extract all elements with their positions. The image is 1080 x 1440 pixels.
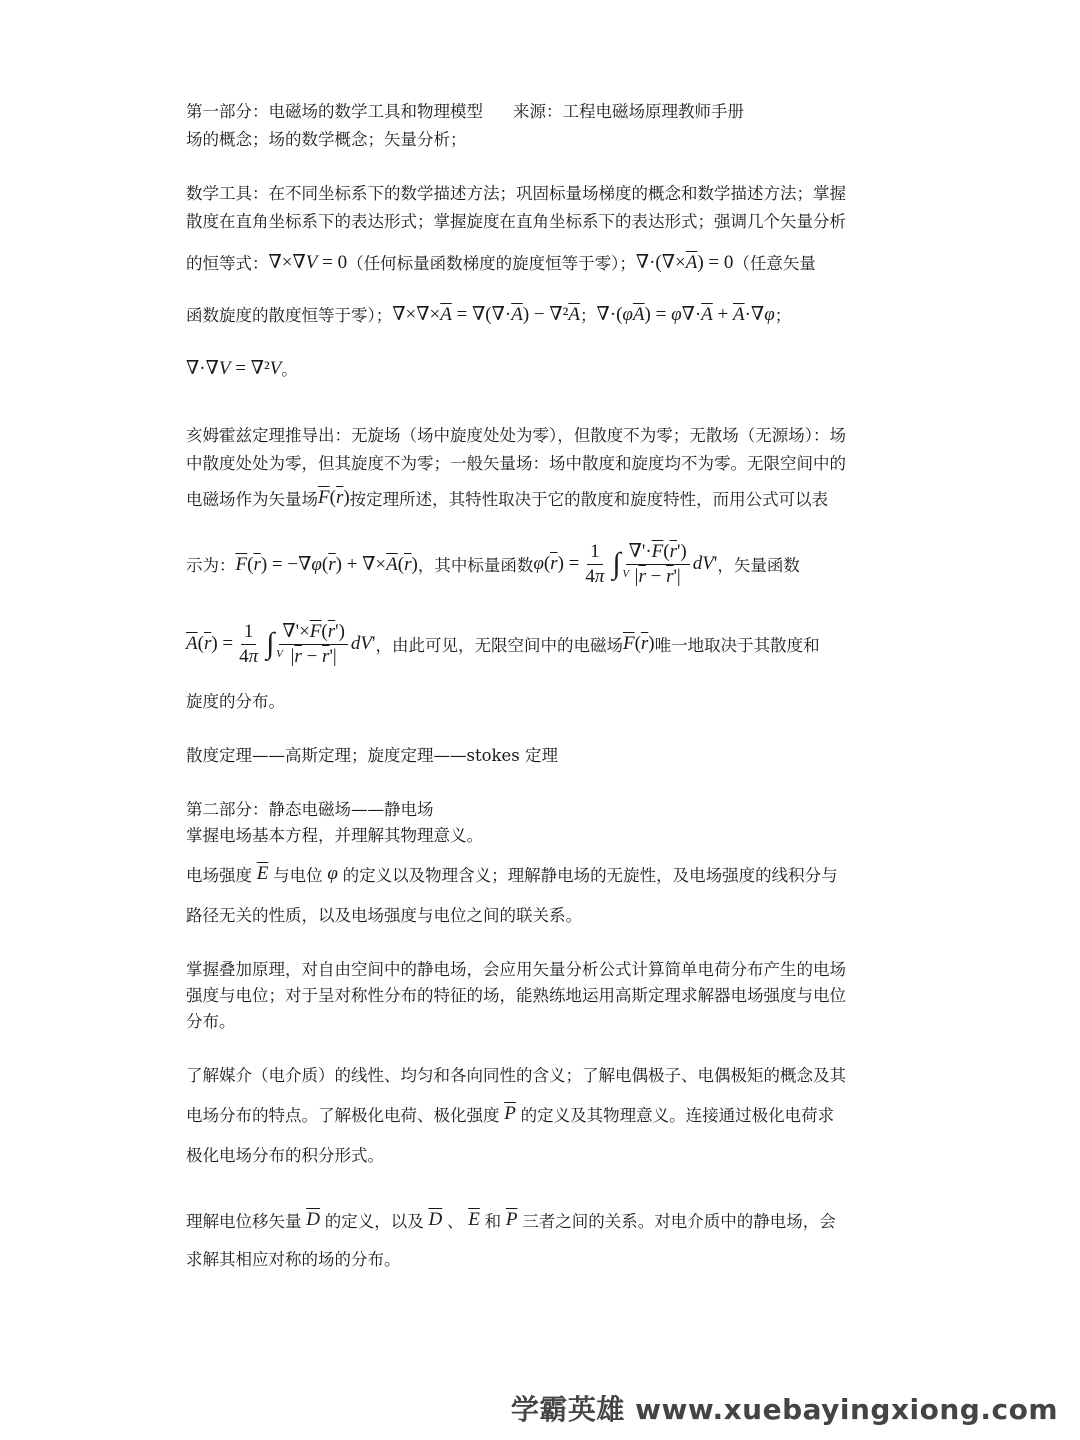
p4-sep: 、 [446,1212,464,1231]
p4-text: 的定义，以及 [324,1212,424,1231]
tools-line-1: 数学工具：在不同坐标系下的数学描述方法；巩固标量场梯度的概念和数学描述方法；掌握 [186,184,846,203]
section1-header [186,100,744,124]
helmholtz-line-6: 旋度的分布。 [186,692,285,711]
para4-line-1 [186,1208,836,1232]
identity-line-1 [186,250,816,274]
para3-line-3: 极化电场分布的积分形式。 [186,1146,384,1165]
helm-text: 唯一地取决于其散度和 [654,636,820,655]
formula-A: $\overline{A}$ ( $\overline{r}$ ) = $\frac{1}{4\pi}$ ∫ V $\frac{\nabla'\times\overline{F}(\overline{r}')}{|\overline{r} - \overline{r}'|}$ dV ' [186,620,376,667]
separator: ； [774,306,792,325]
tools-line-2: 散度在直角坐标系下的表达形式；掌握旋度在直角坐标系下的表达形式；强调几个矢量分析 [186,212,846,231]
identity-prefix: 的恒等式： [186,254,269,273]
p4-and: 和 [484,1212,502,1231]
helm-text: 按定理所述，其特性取决于它的散度和旋度特性，而用公式可以表 [349,490,829,509]
helm-text: 示为： [186,556,236,575]
formula-curl-grad: ∇×∇V = 0 [268,251,348,273]
helmholtz-line-4 [186,540,800,588]
identity3-prefix: 函数旋度的散度恒等于零）； [186,306,393,325]
theorems-line: 散度定理——高斯定理；旋度定理——stokes 定理 [186,746,559,765]
watermark: 学霸英雄 www.xuebayingxiong.com [510,1393,1058,1426]
helmholtz-line-2: 中散度处处为零，但其旋度不为零；一般矢量场：场中散度和旋度均不为零。无限空间中的 [186,454,846,473]
formula-phi: φ ( $\overline{r}$ ) = $\frac{1}{4\pi}$ ∫ V $\frac{\nabla'\cdot\overline{F}(\overline{r}')}{|\overline{r} - \overline{r}'|}$ dV ' [533,540,718,587]
formula-F-r: $\overline{F}(\overline{r})$ [622,633,655,654]
p4-text: 理解电位移矢量 [186,1212,302,1231]
symbol-E: $\overline{E}$ [468,1209,480,1230]
helm-text: 电磁场作为矢量场 [186,490,318,509]
p3-text: 电场分布的特点。了解极化电荷、极化强度 [186,1106,500,1125]
period: 。 [281,360,298,379]
para3-line-1: 了解媒介（电介质）的线性、均匀和各向同性的含义；了解电偶极子、电偶极矩的概念及其 [186,1066,846,1085]
helmholtz-line-3 [186,486,828,510]
identity2-note: （任意矢量 [733,254,816,273]
para2-line-2: 强度与电位；对于呈对称性分布的特征的场，能熟练地运用高斯定理求解器电场强度与电位 [186,986,846,1005]
formula-helmholtz: $\overline{F}(\overline{r}) = -\nabla\varphi(\overline{r}) + \nabla\times\overline{A}(\overline{r})$ [235,553,418,575]
symbol-phi: φ [327,863,338,884]
source-note: 来源：工程电磁场原理教师手册 [513,102,744,121]
para1-line-2: 路径无关的性质，以及电场强度与电位之间的联关系。 [186,906,582,925]
section1-title: 第一部分：电磁场的数学工具和物理模型 [186,102,483,121]
symbol-E: $\overline{E}$ [256,863,269,884]
symbol-D: $\overline{D}$ [428,1209,443,1230]
helm-text: ，矢量函数 [717,556,800,575]
p4-text: 三者之间的关系。对电介质中的静电场，会 [522,1212,836,1231]
section2-title: 第二部分：静态电磁场——静电场 [186,800,434,819]
helm-text: ，由此可见，无限空间中的电磁场 [375,636,623,655]
para3-line-2 [186,1102,834,1126]
identity-line-3 [186,356,298,380]
p1-text: 与电位 [273,866,323,885]
para2-line-3: 分布。 [186,1012,236,1031]
symbol-P: $\overline{P}$ [504,1103,516,1124]
helmholtz-line-5 [186,620,820,668]
section2-intro: 掌握电场基本方程，并理解其物理意义。 [186,826,483,845]
separator: ； [579,306,597,325]
identity1-note: （任何标量函数梯度的旋度恒等于零）； [347,254,636,273]
helmholtz-line-1: 亥姆霍兹定理推导出：无旋场（场中旋度处处为零），但散度不为零；无散场（无源场）：场 [186,426,846,445]
p1-text: 电场强度 [186,866,252,885]
p3-text: 的定义及其物理意义。连接通过极化电荷求 [520,1106,835,1125]
concepts-line: 场的概念；场的数学概念；矢量分析； [186,130,467,149]
formula-curl-curl: $\nabla\times\nabla\times\overline{A} = \nabla(\nabla\cdot\overline{A}) - \nabla^2\overline{A}$ [392,303,580,325]
p1-text: 的定义以及物理含义；理解静电场的无旋性，及电场强度的线积分与 [342,866,838,885]
para2-line-1: 掌握叠加原理，对自由空间中的静电场，会应用矢量分析公式计算简单电荷分布产生的电场 [186,960,846,979]
para1-line-1 [186,862,838,886]
symbol-P: $\overline{P}$ [505,1209,518,1230]
para4-line-2: 求解其相应对称的场的分布。 [186,1250,401,1269]
formula-div-product: $\nabla\cdot(\varphi\overline{A}) = \varphi\nabla\cdot\overline{A} + \overline{A}\cdot\nabla\varphi$ [596,303,775,325]
identity-line-2 [186,302,791,326]
formula-laplacian: ∇·∇V = ∇²V [186,357,282,379]
formula-div-curl: $\nabla\cdot(\nabla\times\overline{A}) = 0$ [635,251,734,273]
helm-text: ，其中标量函数 [417,556,534,575]
formula-F-r: $\overline{F}(\overline{r})$ [318,487,350,508]
symbol-D: $\overline{D}$ [306,1209,320,1230]
